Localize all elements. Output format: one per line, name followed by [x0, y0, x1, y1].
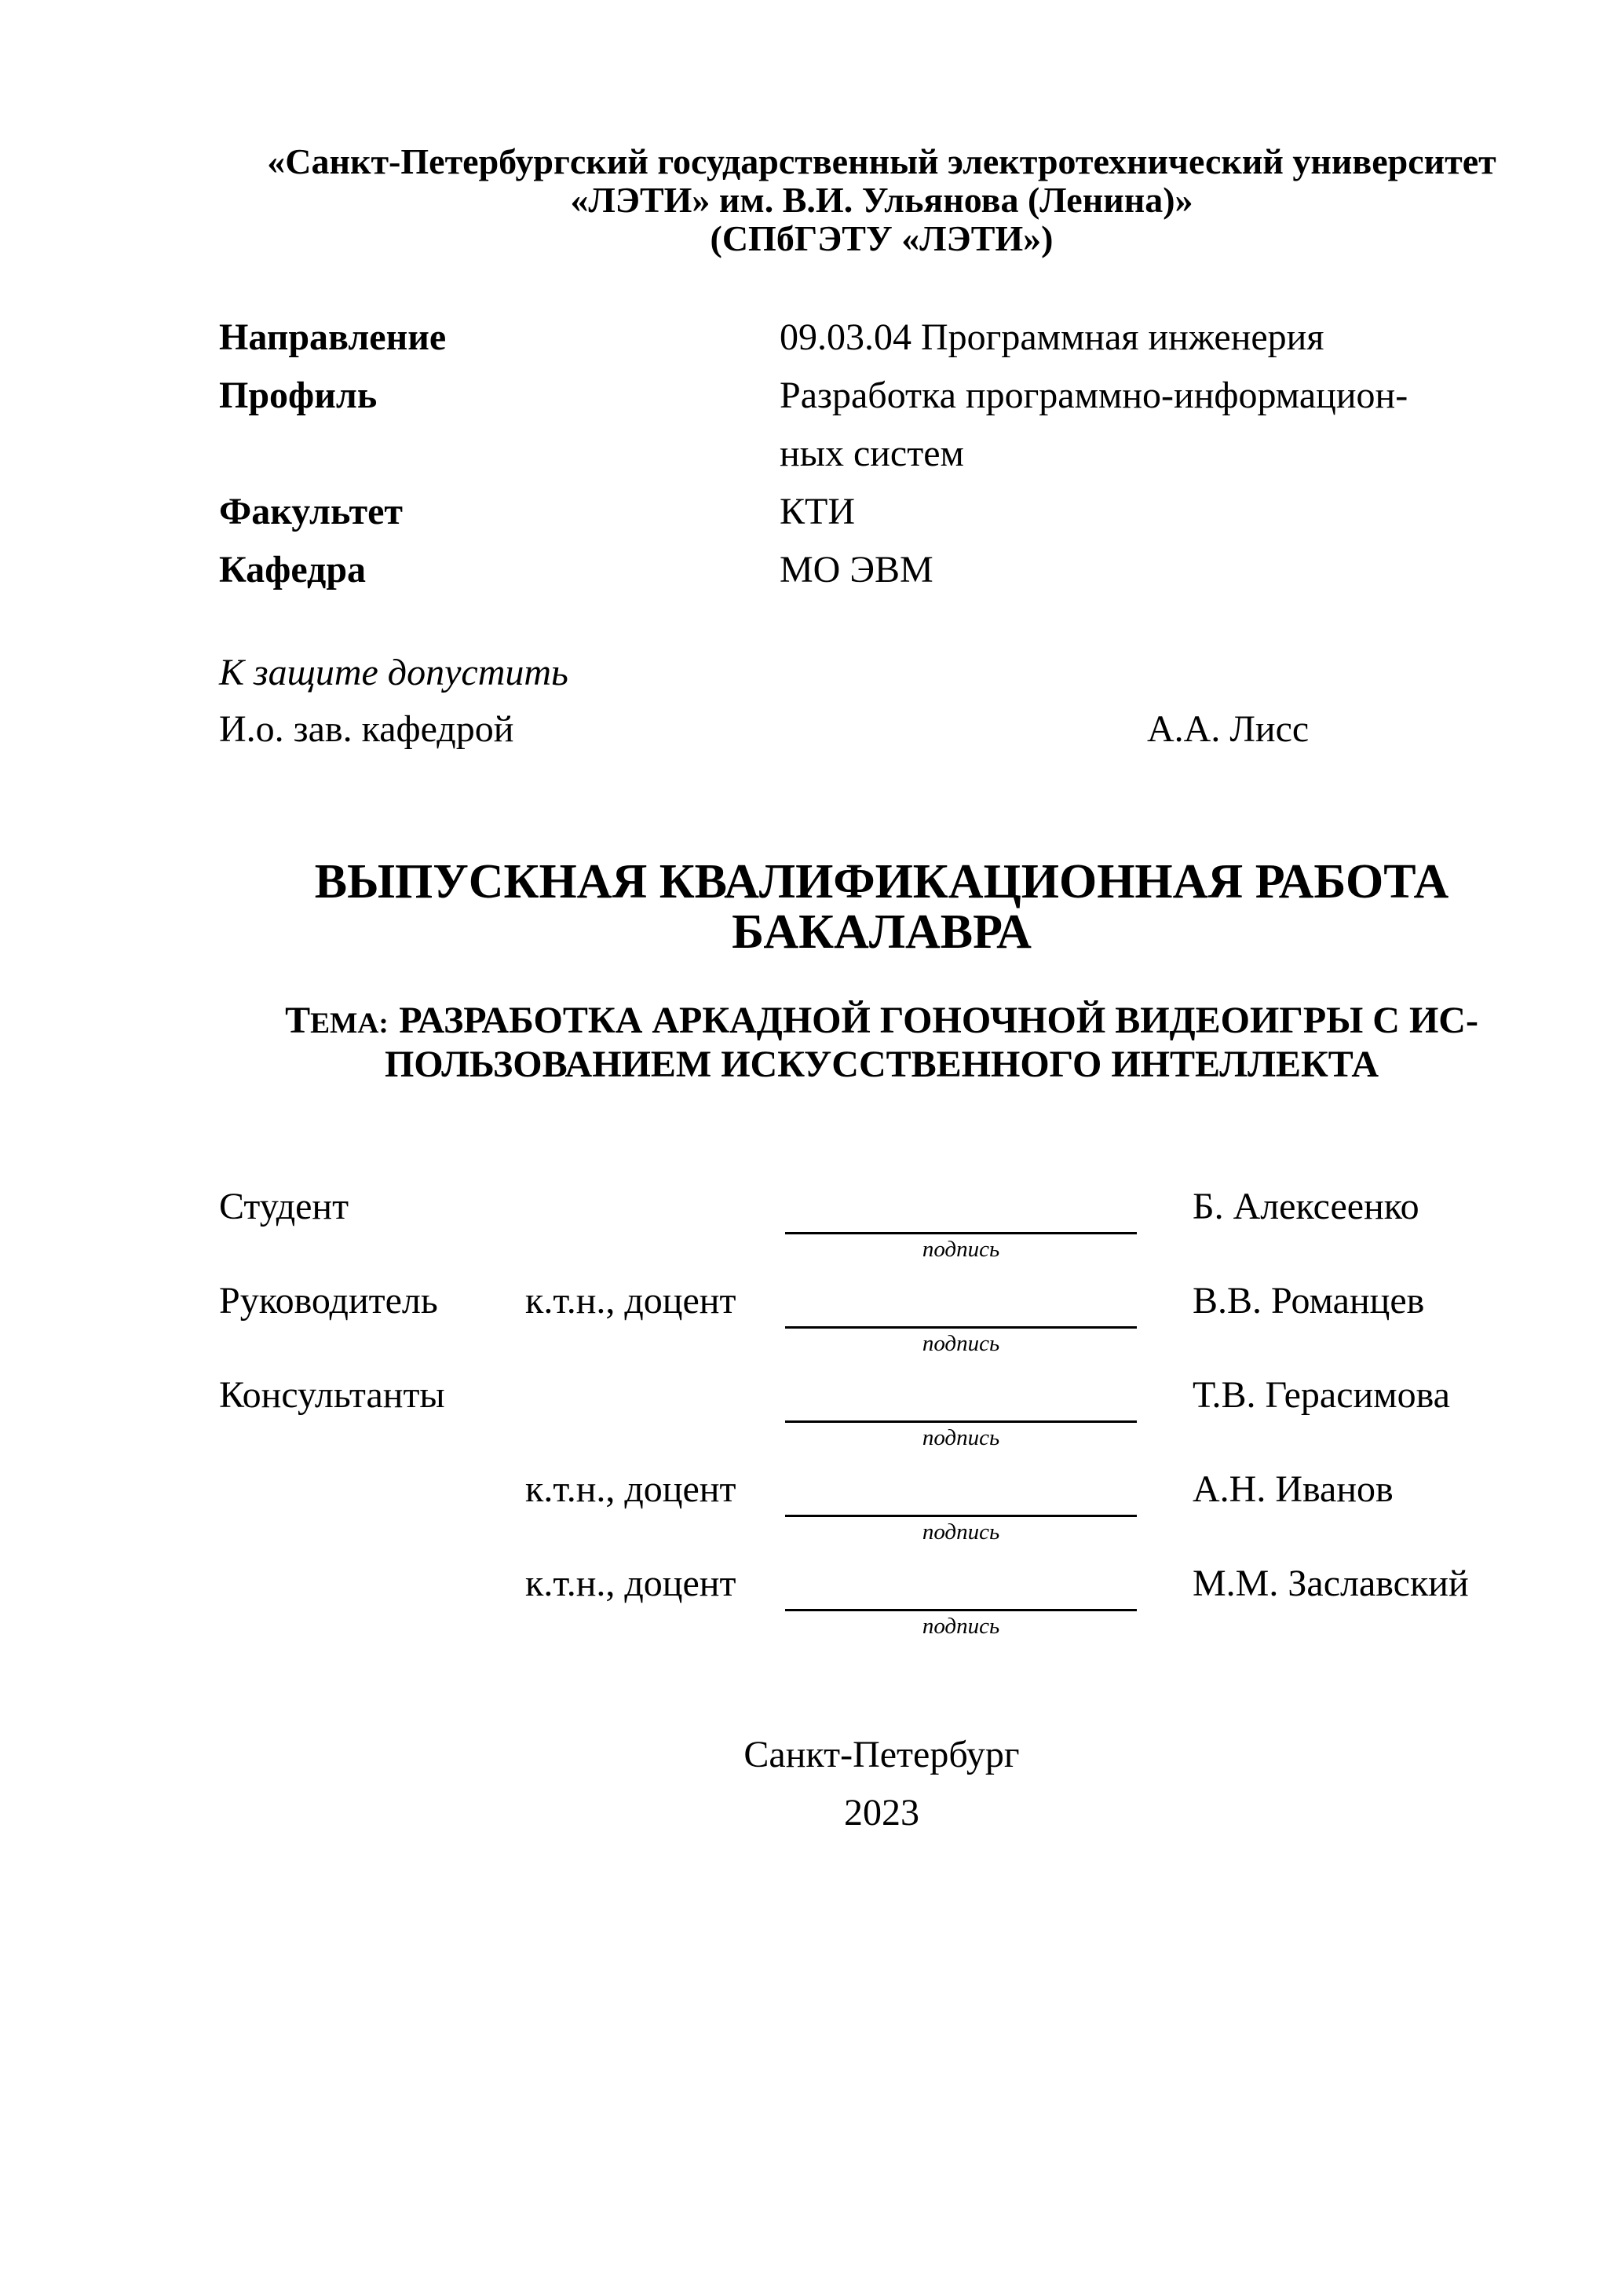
field-label-empty: [219, 425, 780, 483]
field-row-profile-continued: [219, 425, 1544, 483]
signature-section: [219, 1183, 1544, 1654]
theme-text-line1: РАЗРАБОТКА АРКАДНОЙ ГОНОЧНОЙ ВИДЕОИГРЫ С ИС-: [399, 1000, 1478, 1041]
signature-name: В.В. Романцев: [1193, 1280, 1425, 1322]
theme-label-initial: Т: [285, 1000, 311, 1041]
signature-caption: подпись: [922, 1425, 1000, 1450]
field-row-profile: [219, 367, 1544, 425]
signature-role: Консультанты: [219, 1374, 445, 1416]
approval-position: И.о. зав. кафедрой: [219, 708, 514, 750]
signature-line: [785, 1372, 1137, 1423]
signature-line: [785, 1560, 1137, 1611]
university-abbreviation: (СПбГЭТУ «ЛЭТИ»): [710, 218, 1054, 258]
field-row-department: [219, 541, 1544, 599]
thesis-theme-line2: ПОЛЬЗОВАНИЕМ ИСКУССТВЕННОГО ИНТЕЛЛЕКТА: [384, 1044, 1379, 1085]
field-label-profile: Профиль: [219, 375, 378, 416]
signature-line: [785, 1278, 1137, 1329]
signature-row-student: [219, 1183, 1544, 1278]
footer: [219, 1726, 1544, 1842]
thesis-theme-line1: [219, 1000, 1544, 1044]
program-fields: [219, 309, 1544, 599]
signature-name: Б. Алексеенко: [1193, 1186, 1419, 1227]
signature-line: [785, 1466, 1137, 1517]
signature-name: М.М. Заславский: [1193, 1563, 1469, 1604]
field-row-faculty: [219, 483, 1544, 541]
approval-signer-row: [219, 701, 1544, 758]
signature-name: А.Н. Иванов: [1193, 1468, 1394, 1510]
field-label-department: Кафедра: [219, 549, 367, 590]
signature-caption: подпись: [922, 1519, 1000, 1545]
signature-row-consultant-2: [219, 1466, 1544, 1560]
theme-label: [285, 1000, 389, 1041]
signature-role: Руководитель: [219, 1280, 438, 1322]
signature-row-consultant-1: [219, 1372, 1544, 1466]
footer-year: 2023: [844, 1792, 919, 1834]
signature-role: Студент: [219, 1186, 349, 1227]
theme-label-smallcaps: ЕМА:: [310, 1007, 389, 1040]
signature-caption: подпись: [922, 1614, 1000, 1639]
thesis-type-line2: БАКАЛАВРА: [732, 905, 1032, 959]
signature-degree: к.т.н., доцент: [525, 1563, 736, 1604]
signature-degree: к.т.н., доцент: [525, 1280, 736, 1322]
field-value-department: МО ЭВМ: [780, 549, 933, 590]
field-label-direction: Направление: [219, 316, 447, 358]
approval-allow-line: К защите допустить: [219, 652, 568, 693]
field-value-profile-line1: Разработка программно-информацион-: [780, 375, 1408, 416]
signature-row-consultant-3: [219, 1560, 1544, 1654]
field-value-profile-line2: ных систем: [780, 433, 964, 474]
signature-name: Т.В. Герасимова: [1193, 1374, 1450, 1416]
field-value-direction: 09.03.04 Программная инженерия: [780, 316, 1324, 358]
approval-block: [219, 645, 1544, 758]
signature-caption: подпись: [922, 1331, 1000, 1356]
thesis-type-line1: ВЫПУСКНАЯ КВАЛИФИКАЦИОННАЯ РАБОТА: [314, 855, 1449, 909]
field-value-faculty: КТИ: [780, 491, 855, 532]
field-label-faculty: Факультет: [219, 491, 403, 532]
approval-name: А.А. Лисс: [1147, 708, 1310, 750]
signature-row-supervisor: [219, 1278, 1544, 1372]
signature-line: [785, 1183, 1137, 1234]
university-name-line2: «ЛЭТИ» им. В.И. Ульянова (Ленина)»: [570, 180, 1193, 220]
footer-city: Санкт-Петербург: [743, 1734, 1020, 1775]
thesis-theme: [219, 1000, 1544, 1085]
signature-degree: к.т.н., доцент: [525, 1468, 736, 1510]
thesis-type-title: [219, 857, 1544, 957]
university-header: [219, 0, 1544, 258]
field-row-direction: [219, 309, 1544, 367]
signature-caption: подпись: [922, 1237, 1000, 1262]
university-name-line1: «Санкт-Петербургский государственный электротехнический университет: [267, 141, 1496, 181]
